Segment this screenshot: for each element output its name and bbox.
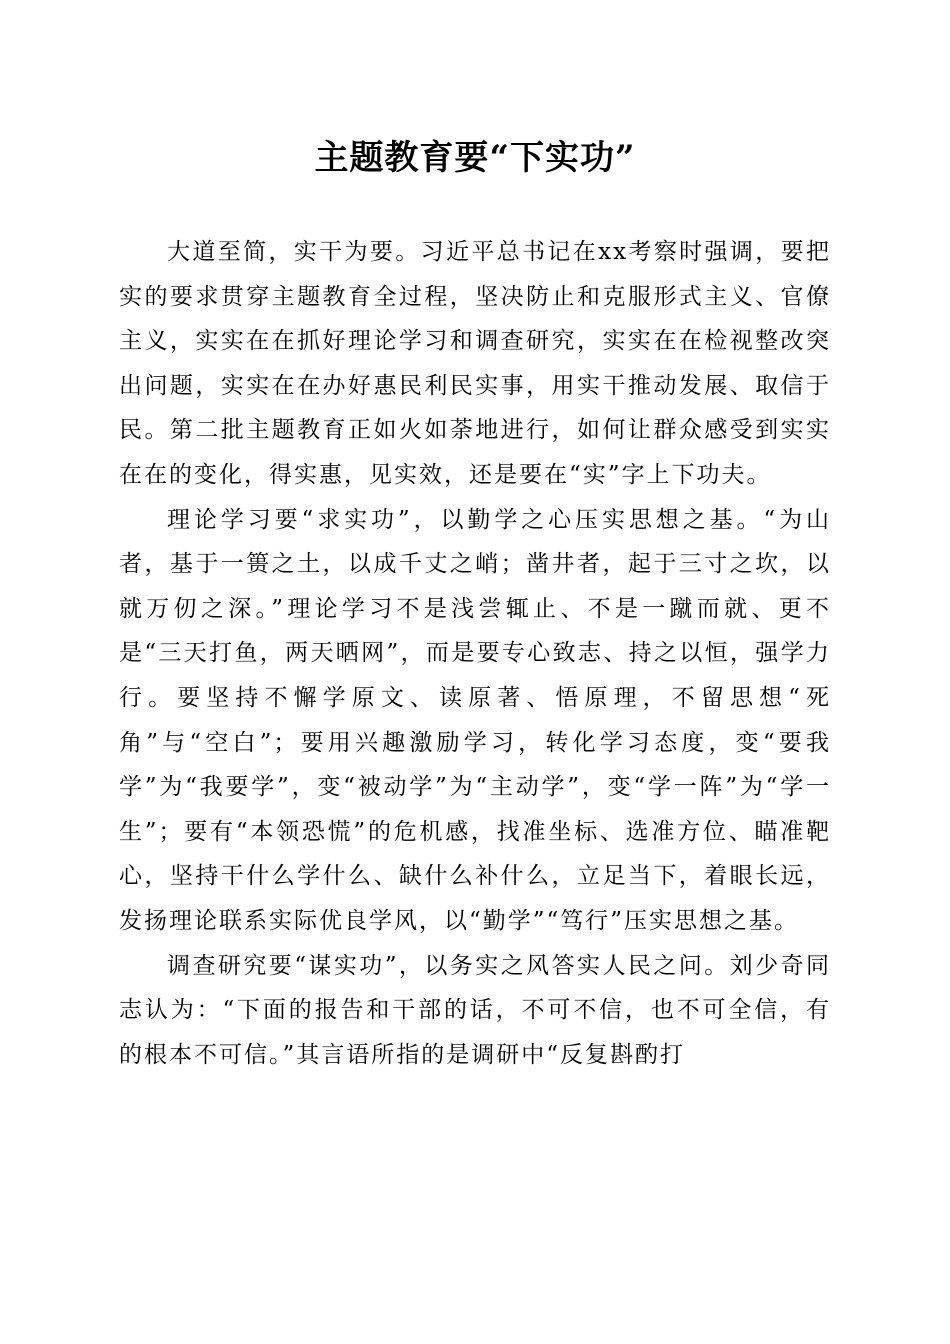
paragraph-intro: 大道至简，实干为要。习近平总书记在xx考察时强调，要把实的要求贯穿主题教育全过程，坚决防止和克服形式主义、官僚主义，实实在在抓好理论学习和调查研究，实实在在检视整改突出问题，实实在在办好惠民利民实事，用实干推动发展、取信于民。第二批主题教育正如火如荼地进行，如何让群众感受到实实在在的变化，得实惠，见实效，还是要在“实”字上下功夫。: [119, 239, 831, 488]
document-body: [119, 230, 831, 1077]
paragraph-investigation: 调查研究要“谋实功”，以务实之风答实人民之问。刘少奇同志认为：“下面的报告和干部的话，不可不信，也不可全信，有的根本不可信。”其言语所指的是调研中“反复斟酌打: [119, 952, 831, 1068]
document-title: 主题教育要“下实功”: [314, 138, 636, 178]
paragraph-theory-study: 理论学习要“求实功”，以勤学之心压实思想之基。“为山者，基于一篑之土，以成千丈之峭；凿井者，起于三寸之坎，以就万仞之深。”理论学习不是浅尝辄止、不是一蹴而就、更不是“三天打鱼，两天晒网”，而是要专心致志、持之以恒，强学力行。要坚持不懈学原文、读原著、悟原理，不留思想“死角”与“空白”；要用兴趣激励学习，转化学习态度，变“要我学”为“我要学”，变“被动学”为“主动学”，变“学一阵”为“学一生”；要有“本领恐慌”的危机感，找准坐标、选准方位、瞄准靶心，坚持干什么学什么、缺什么补什么，立足当下，着眼长远，发扬理论联系实际优良学风，以“勤学”“笃行”压实思想之基。: [119, 506, 831, 934]
